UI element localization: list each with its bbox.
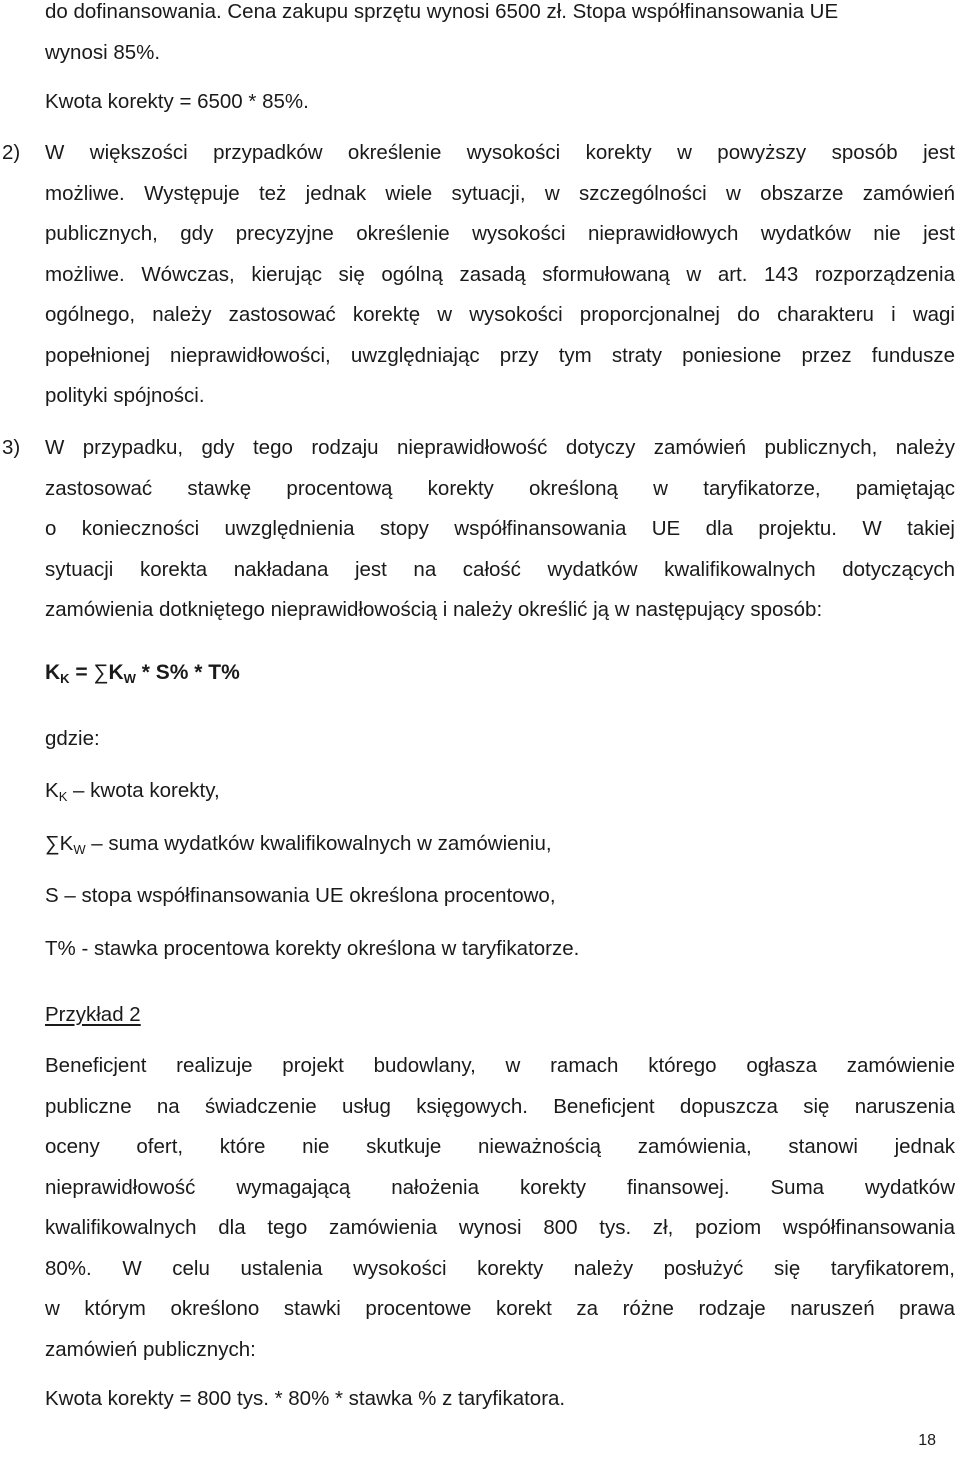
intro-formula-text: Kwota korekty = 6500 * 85%. xyxy=(45,90,309,113)
page-number: 18 xyxy=(918,1432,936,1449)
definition-kw xyxy=(45,832,552,857)
def-kk-text: – kwota korekty, xyxy=(67,779,220,802)
formula-k: K xyxy=(45,661,61,684)
def-kw-subscript: W xyxy=(73,842,86,857)
def-kw-text: – suma wydatków kwalifikowalnych w zamówieniu, xyxy=(85,832,552,855)
definition-kk xyxy=(45,779,220,804)
sigma-icon: ∑ xyxy=(93,661,109,684)
formula-k-subscript: K xyxy=(60,671,70,686)
example-heading: Przykład 2 xyxy=(45,1003,141,1026)
list-item-2-line: ogólnego, należy zastosować korektę w wysokości proporcjonalnej do charakteru i wagi xyxy=(45,303,955,326)
intro-line-1: do dofinansowania. Cena zakupu sprzętu wynosi 6500 zł. Stopa współfinansowania UE xyxy=(45,0,839,23)
formula-w: K xyxy=(108,661,124,684)
list-item-3-line: zamówienia dotkniętego nieprawidłowością i należy określić ją w następujący sposób: xyxy=(45,598,823,621)
def-kw-symbol: K xyxy=(59,832,74,855)
intro-paragraph xyxy=(45,0,955,73)
def-kk-subscript: K xyxy=(58,789,68,804)
list-item-3-line: W przypadku, gdy tego rodzaju nieprawidłowość dotyczy zamówień publicznych, należy xyxy=(45,436,955,459)
formula-rest: * S% * T% xyxy=(135,661,240,684)
list-item-3-line: o konieczności uwzględnienia stopy współfinansowania UE dla projektu. W takiej xyxy=(45,517,955,540)
example-line: w którym określono stawki procentowe korekt za różne rodzaje naruszeń prawa xyxy=(45,1297,955,1320)
formula-equals: = xyxy=(69,661,94,684)
sigma-icon: ∑ xyxy=(45,832,60,855)
example-line: nieprawidłowość wymagającą nałożenia korekty finansowej. Suma wydatków xyxy=(45,1175,955,1199)
example-line: oceny ofert, które nie skutkuje nieważnością zamówienia, stanowi jednak xyxy=(45,1135,955,1158)
list-item-2-line: W większości przypadków określenie wysokości korekty w powyższy sposób jest xyxy=(45,141,955,164)
list-item-3-line: sytuacji korekta nakładana jest na całość wydatków kwalifikowalnych dotyczących xyxy=(45,557,955,581)
list-marker-2: 2) xyxy=(2,141,21,164)
definition-s: S – stopa współfinansowania UE określona procentowo, xyxy=(45,884,556,907)
list-marker-3: 3) xyxy=(2,436,21,459)
list-item-2 xyxy=(45,133,955,417)
list-item-2-line: możliwe. Wówczas, kierując się ogólną zasadą sformułowaną w art. 143 rozporządzenia xyxy=(45,262,955,286)
intro-line-2: wynosi 85%. xyxy=(45,40,161,64)
def-kk-symbol: K xyxy=(45,779,59,802)
where-label: gdzie: xyxy=(45,727,100,750)
example-formula: Kwota korekty = 800 tys. * 80% * stawka % z taryfikatora. xyxy=(45,1387,566,1410)
list-item-3 xyxy=(45,428,955,631)
example-line: 80%. W celu ustalenia wysokości korekty należy posłużyć się taryfikatorem, xyxy=(45,1256,955,1280)
example-line: kwalifikowalnych dla tego zamówienia wynosi 800 tys. zł, poziom współfinansowania xyxy=(45,1216,955,1239)
list-item-2-line: popełnionej nieprawidłowości, uwzględniając przy tym straty poniesione przez fundusze xyxy=(45,343,955,367)
example-line: publiczne na świadczenie usług księgowych. Beneficjent dopuszcza się naruszenia xyxy=(45,1094,955,1118)
formula-w-subscript: W xyxy=(123,671,136,686)
list-item-2-line: polityki spójności. xyxy=(45,384,205,407)
example-line: zamówień publicznych: xyxy=(45,1337,256,1361)
example-paragraph xyxy=(45,1046,955,1370)
list-item-2-line: możliwe. Występuje też jednak wiele sytuacji, w szczególności w obszarze zamówień xyxy=(45,181,955,205)
example-line: Beneficjent realizuje projekt budowlany, w ramach którego ogłasza zamówienie xyxy=(45,1054,955,1077)
list-item-3-line: zastosować stawkę procentową korekty określoną w taryfikatorze, pamiętając xyxy=(45,476,955,500)
intro-formula xyxy=(45,82,955,123)
list-item-2-line: publicznych, gdy precyzyjne określenie wysokości nieprawidłowych wydatków nie jest xyxy=(45,222,955,245)
correction-formula xyxy=(45,661,240,686)
definition-t: T% - stawka procentowa korekty określona w taryfikatorze. xyxy=(45,937,580,960)
